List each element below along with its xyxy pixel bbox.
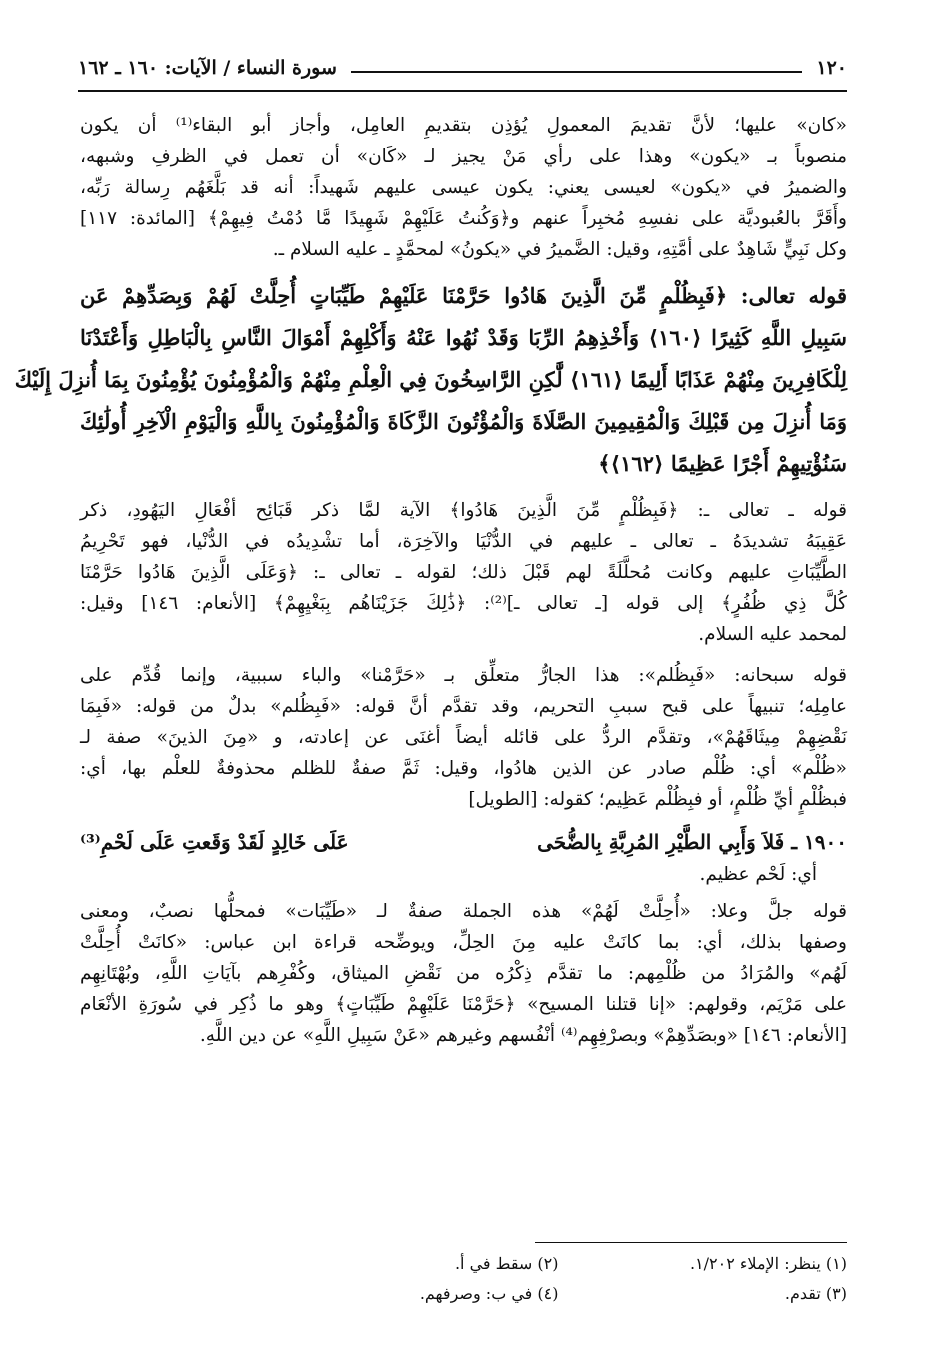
text-line: وكل نَبِيٍّ شَاهِدٌ على أمَّتِهِ، وقيل: الضَّميرُ في «يكونُ» لمحمَّدٍ ـ عليه السلام ـ. <box>272 239 847 260</box>
verse-line: وَمَا أُنزِلَ مِن قَبْلِكَ وَالْمُقِيمِينَ الصَّلَاةَ وَالْمُؤْتُونَ الزَّكَاةَ وَالْمُؤْمِنُونَ بِاللَّهِ وَالْيَوْمِ الْآخِرِ أُولَٰئِكَ <box>80 409 847 434</box>
text-line: «ظُلْم» أي: ظُلْم صادر عن الذين هادُوا، وقيل: ثَمَّ صفةٌ للظلم محذوفةٌ للعلْم بها، أي: <box>80 758 847 779</box>
verse-line: لِلْكَافِرِينَ مِنْهُمْ عَذَابًا أَلِيمًا ⟨١٦١⟩ لَّٰكِنِ الرَّاسِخُونَ فِي الْعِلْمِ مِنْهُمْ وَالْمُؤْمِنُونَ يُؤْمِنُونَ بِمَا أُنزِلَ إِلَيْكَ <box>14 367 847 392</box>
text-line: والضميرُ في «يكون» لعيسى يعني: يكون عيسى عليهم شَهيداً: أنه قد بَلَّغَهُم رِسالة رَبِّه، <box>80 177 847 198</box>
footnote-1: (١) ينظر: الإملاء ١/٢٠٢. <box>689 1254 847 1273</box>
verse-line: سَنُؤْتِيهِمْ أَجْرًا عَظِيمًا ⟨١٦٢⟩﴾ <box>598 451 847 476</box>
page-number: ١٢٠ <box>816 57 847 79</box>
footnote-divider <box>535 1242 847 1243</box>
text-line: نَقْضِهِمْ مِيثَاقَهُمْ»، وتقدَّم الردُّ على قائله أيضاً أغنَى عن إعادته، و «مِنَ الذينَ» صفة لـ <box>80 727 847 748</box>
poem-hemistich-1: ١٩٠٠ ـ فَلاَ وَأَبِي الطَّيْرِ المُرِبَّةِ بِالضُّحَى <box>537 830 847 854</box>
verse-line: قوله تعالى: ﴿فَبِظُلْمٍ مِّنَ الَّذِينَ هَادُوا حَرَّمْنَا عَلَيْهِمْ طَيِّبَاتٍ أُحِلَّتْ لَهُمْ وَبِصَدِّهِمْ عَن <box>80 283 847 308</box>
text-line: كُلَّ ذِي ظُفُرٍ﴾ إلى قوله [ـ تعالى ـ]⁽²⁾: ﴿ذَٰلِكَ جَزَيْنَاهُم بِبَغْيِهِمْ﴾ [الأنعام: ١٤٦] وقيل: <box>80 593 847 614</box>
text-line: فبظُلْمٍ أيِّ ظُلْمٍ، أو فبِظُلْم عَظِيم؛ كقوله: [الطويل] <box>468 789 847 810</box>
text-line: لمحمد عليه السلام. <box>698 624 847 645</box>
text-line: وصفها بذلك، أي: بما كانَتْ عليه مِنَ الحِلِّ، ويوضِّحه قراءة ابن عباس: «كانَتْ أُحِلَّتْ <box>80 932 847 953</box>
text-line: قوله جلَّ وعلا: «أُحِلَّتْ لَهُمْ» هذه الجملة صفةٌ لـ «طَيِّبَات» فمحلُّها نصبٌ، ومعنى <box>80 901 847 922</box>
header-rule <box>351 71 802 73</box>
text-line: عامِلِه؛ تنبيهاً على قبح سببِ التحريم، وقد تقدَّم أنَّ قوله: «فَبِظُلم» بدلٌ من قوله: «فَبِمَا <box>80 696 847 717</box>
footnote-4: (٤) في ب: وصرفهم. <box>419 1284 559 1303</box>
paragraph-3 <box>80 660 847 815</box>
poem-gloss: أي: لَحْم عظيم. <box>699 864 817 885</box>
text-line: «كان» عليها؛ لأنَّ تقديمَ المعمولِ يُؤذِن بتقديمِ العامِل، وأجاز أبو البقاء⁽¹⁾ أن يكون <box>80 115 847 136</box>
main-text <box>14 110 847 1061</box>
running-title: سورة النساء / الآيات: ١٦٠ ـ ١٦٢ <box>78 57 337 79</box>
paragraph-1 <box>80 110 847 265</box>
header-divider <box>78 90 847 92</box>
text-line: قوله ـ تعالى ـ: ﴿فَبِظُلْمٍ مِّنَ الَّذِينَ هَادُوا﴾ الآية لمَّا ذكر قَبَائِح أفْعَالِ اليَهُودِ، ذكر <box>80 500 847 521</box>
paragraph-4 <box>80 896 847 1051</box>
page-header <box>78 48 847 88</box>
text-line: عَقِيبَهُ تشديدَهُ ـ تعالى ـ عليهم في الدُّنْيَا والآخِرَة، أما تشْدِيدُه في الدُّنْيا، فهو تَحْرِيمُ <box>80 531 847 552</box>
quran-verses <box>14 275 847 485</box>
text-line: منصوباً بـ «يكون» وهذا على رأي مَنْ يجيز لـ «كَان» أن تعمل في الظرفِ وشبهه، <box>80 146 847 167</box>
poem-verse <box>80 825 847 859</box>
footnote-3: (٣) تقدم. <box>784 1284 847 1303</box>
footnotes <box>300 1252 847 1306</box>
text-line: لَهُم» والمُرَادُ من ظُلْمِهم: ما تقدَّم ذِكْرُه من نَقْضِ الميثاق، وكُفْرِهم بآيَاتِ اللَّهِ، وبُهْتَانِهِم <box>80 963 847 984</box>
text-line: الطَّيِّبَاتِ عليهم وكانت مُحلَّلَةً لهم قَبْلَ ذلك؛ لقوله ـ تعالى ـ: ﴿وَعَلَى الَّذِينَ هَادُوا حَرَّمْنَا <box>80 562 847 583</box>
text-line: قوله سبحانه: «فَبِظُلم»: هذا الجارُّ متعلِّق بـ «حَرَّمْنا» والباء سببية، وإنما قُدِّم على <box>80 665 847 686</box>
verse-line: سَبِيلِ اللَّهِ كَثِيرًا ⟨١٦٠⟩ وَأَخْذِهِمُ الرِّبَا وَقَدْ نُهُوا عَنْهُ وَأَكْلِهِمْ أَمْوَالَ النَّاسِ بِالْبَاطِلِ وَأَعْتَدْنَا <box>80 325 847 350</box>
footnote-2: (٢) سقط في أ. <box>454 1254 559 1273</box>
text-line: وأَقَرَّ بالعُبوديَّة على نفسِهِ مُخبِراً عنهم و﴿وَكُنتُ عَلَيْهِمْ شَهِيدًا مَّا دُمْتُ فِيهِمْ﴾ [المائدة: ١١٧] <box>80 208 847 229</box>
text-line: [الأنعام: ١٤٦] «وبصَدِّهِمْ» وبصرْفِهِم⁽⁴⁾ أنْفُسهم وغيرهم «عَنْ سَبِيلِ اللَّهِ» عن دين اللَّهِ. <box>199 1025 847 1046</box>
paragraph-2 <box>80 495 847 650</box>
poem-hemistich-2: عَلَى خَالِدٍ لَقَدْ وَقَعتِ عَلَى لَحْمِ⁽³⁾ <box>80 830 349 854</box>
text-line: على مَرْيَم، وقولهم: «إنا قتلنا المسيح» ﴿حَرَّمْنَا عَلَيْهِمْ طَيِّبَاتٍ﴾ وهو ما ذُكِر في سُورَةِ الأنْعَام <box>80 994 847 1015</box>
